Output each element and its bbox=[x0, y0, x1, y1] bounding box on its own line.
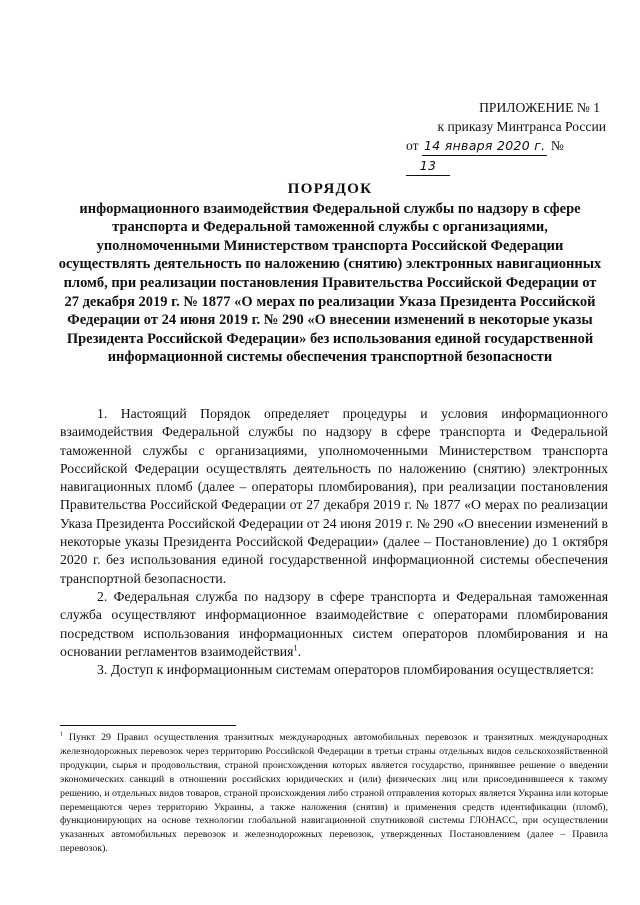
from-label: от bbox=[406, 138, 419, 153]
footnote-mark: 1 bbox=[60, 731, 64, 738]
handwritten-date: 14 января 2020 г. bbox=[422, 136, 547, 156]
handwritten-number: 13 bbox=[406, 156, 450, 176]
paragraph-3: 3. Доступ к информационным системам операторов пломбирования осуществляется: bbox=[97, 662, 594, 678]
paragraph-2-text: 2. Федеральная служба по надзору в сфере транспорта и Федеральная таможенная служба осуществляют информационное взаимодействие с операторами пломбирования посредством использования информационных систем операторов пломбирования и на основании регламентов взаимодействия bbox=[60, 588, 608, 659]
footnote-text: Пункт 29 Правил осуществления транзитных международных автомобильных перевозок и транзитных международных железнодорожных перевозок через территорию Российской Федерации в третьи страны отдельных видов сельскохозяйственной продукции, сырья и продовольствия, страной происхождения которых является государство, принявшее решение о введении экономических санкций в отношении российских юридических и (или) физических лиц или присоединившееся к такому решению, и отдельных видов товаров, страной происхождения либо страной отправления которых является Украина или которые перемещаются через территорию Украины, а также наложения (снятия) и применения средств идентификации (пломб), функционирующих на основе технологии глобальной навигационной спутниковой системы ГЛОНАСС, при осуществлении указанных автомобильных перевозок и железнодорожных перевозок, утвержденных Постановлением (далее – Правила перевозок). bbox=[60, 732, 609, 855]
document-title bbox=[56, 180, 604, 367]
footnote bbox=[60, 731, 608, 856]
document-body bbox=[60, 405, 608, 679]
appendix-date-line bbox=[396, 136, 606, 176]
title-heading: ПОРЯДОК bbox=[287, 180, 373, 197]
appendix-order-ref: к приказу Минтранса России bbox=[437, 119, 606, 134]
footnote-separator bbox=[60, 725, 236, 726]
paragraph-2 bbox=[60, 588, 608, 661]
number-label: № bbox=[550, 138, 564, 153]
paragraph-1: 1. Настоящий Порядок определяет процедуры и условия информационного взаимодействия Федеральной службы по надзору в сфере транспорта и Федеральной таможенной службы с организациями, уполномоченными Министерством транспорта Российской Федерации осуществлять деятельность по наложению (снятию) электронных навигационных пломб (далее – операторы пломбирования), при реализации постановления Правительства Российской Федерации от 27 декабря 2019 г. № 1877 «О мерах по реализации Указа Президента Российской Федерации от 24 июня 2019 г. № 290 «О внесении изменений в некоторые указы Президента Российской Федерации» (далее – Постановление) до 1 октября 2020 г. без использования единой государственной информационной системы обеспечения транспортной безопасности. bbox=[60, 406, 608, 586]
footnote-ref: 1 bbox=[293, 642, 298, 653]
title-text: информационного взаимодействия Федеральной службы по надзору в сфере транспорта и Федеральной таможенной службы с организациями, уполномоченными Министерством транспорта Российской Федерации осуществлять деятельность по наложению (снятию) электронных навигационных пломб, при реализации постановления Правительства Российской Федерации от 27 декабря 2019 г. № 1877 «О мерах по реализации Указа Президента Российской Федерации от 24 июня 2019 г. № 290 «О внесении изменений в некоторые указы Президента Российской Федерации» без использования единой государственной информационной системы обеспечения транспортной безопасности bbox=[58, 200, 602, 366]
paragraph-2-end: . bbox=[297, 643, 302, 659]
appendix-block bbox=[396, 98, 606, 176]
appendix-title: ПРИЛОЖЕНИЕ № 1 bbox=[479, 100, 600, 115]
